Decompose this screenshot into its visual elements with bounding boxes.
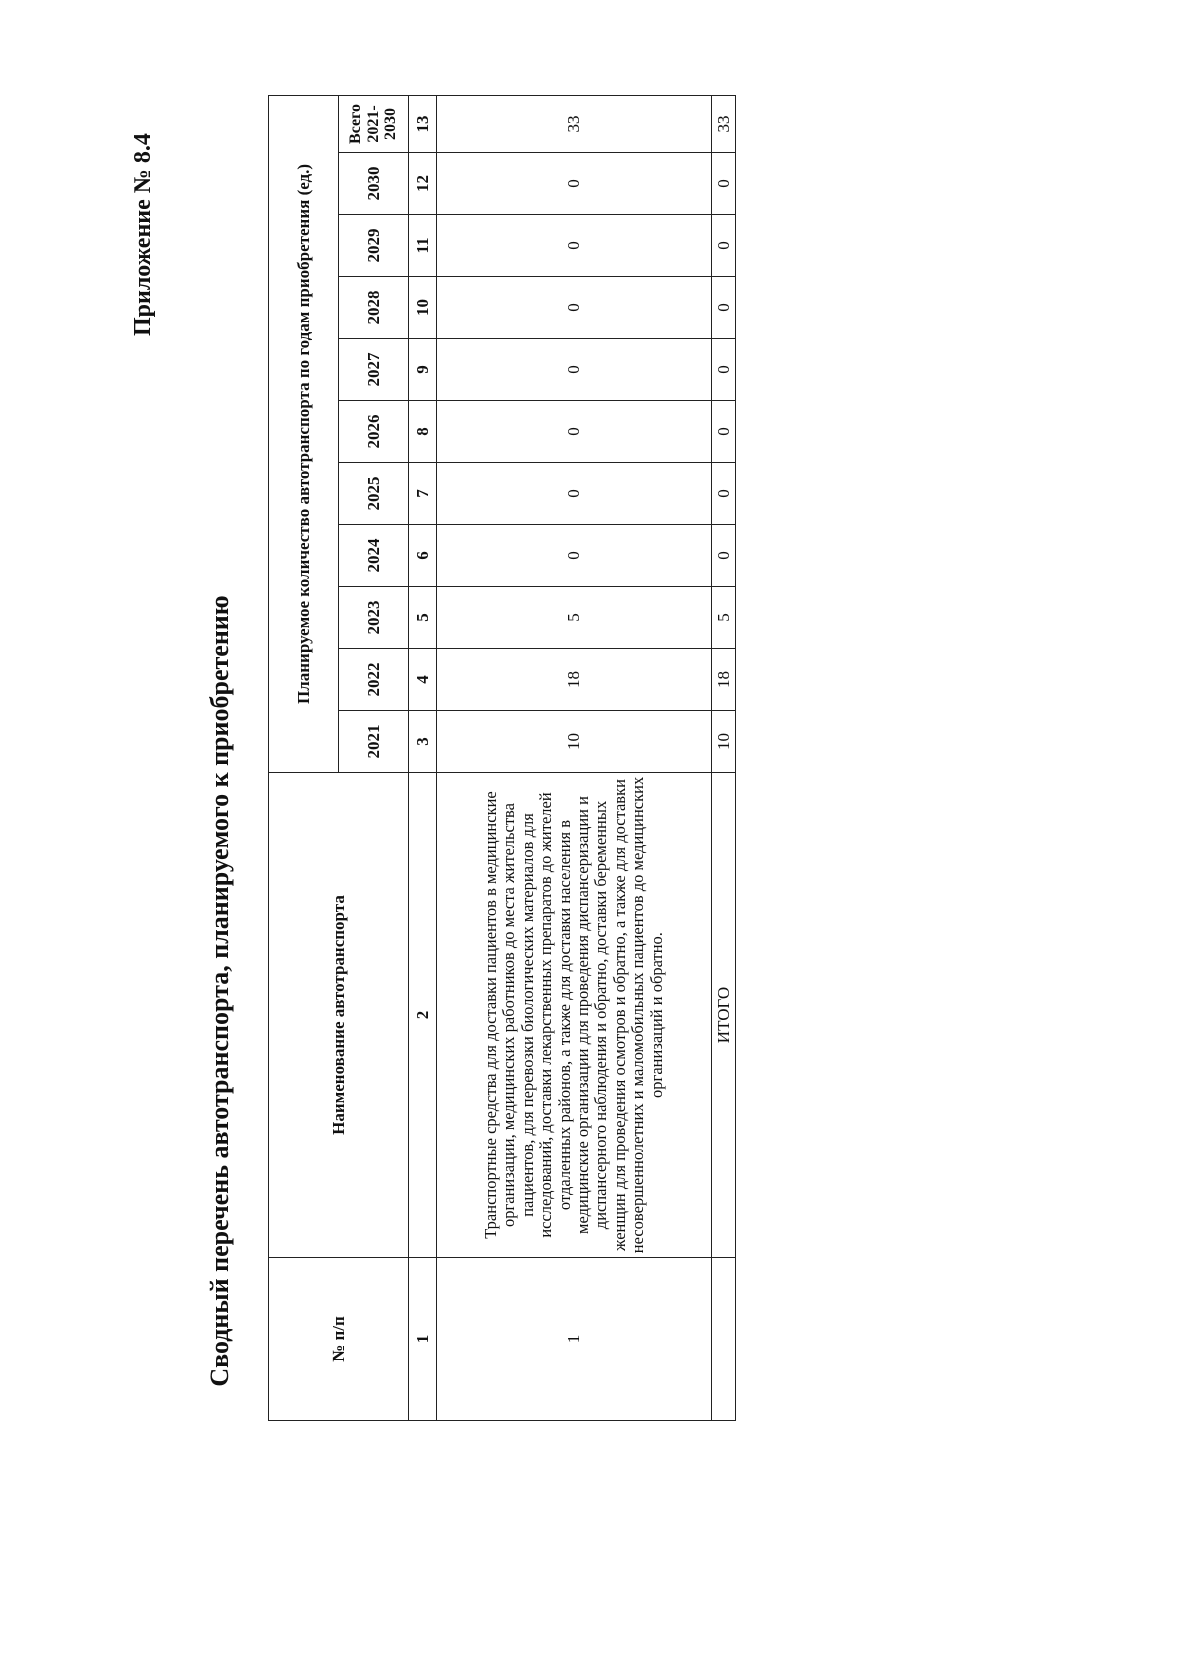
row-number: 1 [437,1258,712,1421]
itogo-value: 5 [712,587,736,649]
year-header: 2022 [339,649,409,711]
year-value: 0 [437,525,712,587]
col-name-header: Наименование автотранспорта [269,773,409,1258]
year-value: 5 [437,587,712,649]
year-header: 2027 [339,339,409,401]
itogo-total: 33 [712,95,736,152]
column-number: 6 [409,525,437,587]
itogo-row [712,95,736,1420]
table-row [437,95,712,1420]
year-header: 2025 [339,463,409,525]
row-total: 33 [437,95,712,152]
year-value: 18 [437,649,712,711]
itogo-blank-cell [712,1258,736,1421]
appendix-label: Приложение № 8.4 [130,133,156,336]
itogo-value: 0 [712,277,736,339]
itogo-value: 0 [712,339,736,401]
year-header: 2024 [339,525,409,587]
column-number: 3 [409,711,437,773]
column-number: 11 [409,215,437,277]
column-number: 9 [409,339,437,401]
column-number: 12 [409,153,437,215]
year-header: 2021 [339,711,409,773]
transport-table [268,95,736,1421]
column-number: 13 [409,95,437,152]
column-numbers-row [409,95,437,1420]
year-value: 10 [437,711,712,773]
itogo-value: 0 [712,525,736,587]
column-number: 10 [409,277,437,339]
document-title: Сводный перечень автотранспорта, планируемого к приобретению [205,595,234,1387]
column-number: 2 [409,773,437,1258]
column-number: 7 [409,463,437,525]
itogo-value: 18 [712,649,736,711]
year-value: 0 [437,339,712,401]
year-value: 0 [437,215,712,277]
itogo-value: 0 [712,153,736,215]
column-number: 8 [409,401,437,463]
year-value: 0 [437,463,712,525]
year-header: 2026 [339,401,409,463]
itogo-value: 10 [712,711,736,773]
itogo-value: 0 [712,215,736,277]
transport-name: Транспортные средства для доставки пациентов в медицинские организации, медицинских работников до места жительства пациентов, для перевозки биологических материалов для исследований, доставки лекарственных препаратов до жителей отдаленных районов, а также для доставки населения в медицинские организации для проведения диспансеризации и диспансерного наблюдения и обратно, доставки беременных женщин для проведения осмотров и обратно, а также для доставки несовершеннолетних и маломобильных пациентов до медицинских организаций и обратно. [437,773,712,1258]
year-header: 2030 [339,153,409,215]
table-body [437,95,712,1420]
col-num-header: № п/п [269,1258,409,1421]
year-header: 2023 [339,587,409,649]
col-plan-header: Планируемое количество автотранспорта по годам приобретения (ед.) [269,95,339,772]
total-header: Всего 2021-2030 [339,95,409,152]
year-header: 2029 [339,215,409,277]
year-value: 0 [437,401,712,463]
itogo-label: ИТОГО [712,773,736,1258]
year-value: 0 [437,153,712,215]
year-value: 0 [437,277,712,339]
itogo-value: 0 [712,401,736,463]
itogo-value: 0 [712,463,736,525]
column-number: 4 [409,649,437,711]
column-number: 5 [409,587,437,649]
year-header: 2028 [339,277,409,339]
column-number: 1 [409,1258,437,1421]
